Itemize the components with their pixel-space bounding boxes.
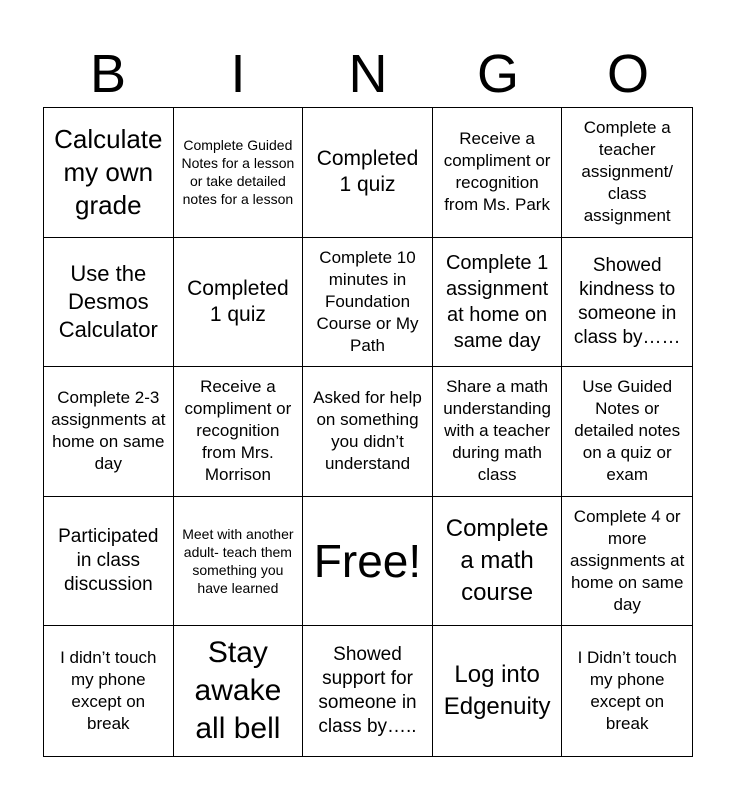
- cell-text: Complete 4 or more assignments at home on same day: [570, 507, 685, 615]
- free-space-text: Free!: [313, 535, 422, 588]
- bingo-cell[interactable]: [174, 626, 304, 756]
- bingo-cell[interactable]: [303, 238, 433, 368]
- cell-text: Share a math understanding with a teacher during math class: [443, 377, 551, 485]
- bingo-cell[interactable]: [562, 626, 692, 756]
- header-letter-n: N: [348, 44, 388, 104]
- bingo-cell[interactable]: [562, 497, 692, 627]
- cell-text: Completed 1 quiz: [316, 147, 419, 197]
- bingo-cell[interactable]: [44, 238, 174, 368]
- cell-text: Complete 1 assignment at home on same day: [445, 251, 549, 352]
- cell-text: Log into Edgenuity: [443, 661, 551, 721]
- bingo-cell[interactable]: [303, 108, 433, 238]
- cell-text: Complete a teacher assignment/ class assignment: [581, 118, 674, 226]
- cell-text: I didn’t touch my phone except on break: [60, 648, 157, 734]
- cell-text: Asked for help on something you didn’t understand: [313, 388, 422, 474]
- header-letter-g: G: [476, 44, 519, 104]
- cell-text: I Didn’t touch my phone except on break: [577, 648, 677, 734]
- cell-text: Showed kindness to someone in class by……: [573, 254, 681, 348]
- bingo-cell[interactable]: [44, 108, 174, 238]
- bingo-cell[interactable]: [44, 497, 174, 627]
- bingo-cell[interactable]: [174, 108, 304, 238]
- cell-text: Use the Desmos Calculator: [58, 260, 158, 342]
- bingo-cell[interactable]: [433, 497, 563, 627]
- header-letter-o: O: [606, 44, 649, 104]
- cell-text: Participated in class discussion: [58, 526, 159, 596]
- cell-text: Receive a compliment or recognition from Mrs. Morrison: [184, 377, 292, 485]
- cell-text: Meet with another adult- teach them something you have learned: [182, 526, 294, 597]
- bingo-cell[interactable]: [303, 626, 433, 756]
- bingo-cell[interactable]: [433, 626, 563, 756]
- bingo-header: [43, 40, 693, 108]
- bingo-cell[interactable]: [433, 367, 563, 497]
- bingo-cell[interactable]: [303, 367, 433, 497]
- bingo-cell[interactable]: [174, 497, 304, 627]
- header-letter-i: I: [230, 44, 246, 104]
- cell-text: Complete a math course: [445, 515, 549, 607]
- cell-text: Complete 10 minutes in Foundation Course or My Path: [316, 247, 419, 355]
- bingo-cell[interactable]: [433, 108, 563, 238]
- bingo-cell[interactable]: [44, 367, 174, 497]
- bingo-cell[interactable]: [44, 626, 174, 756]
- cell-text: Use Guided Notes or detailed notes on a quiz or exam: [574, 377, 681, 485]
- bingo-cell[interactable]: [562, 367, 692, 497]
- cell-text: Receive a compliment or recognition from Ms. Park: [443, 129, 551, 215]
- bingo-cell[interactable]: [562, 238, 692, 368]
- cell-text: Completed 1 quiz: [187, 276, 289, 326]
- cell-text: Stay awake all bell: [194, 636, 282, 746]
- cell-text: Complete Guided Notes for a lesson or take detailed notes for a lesson: [181, 137, 295, 208]
- cell-text: Showed support for someone in class by…..: [318, 644, 417, 738]
- bingo-cell[interactable]: [174, 238, 304, 368]
- bingo-board: [43, 107, 693, 757]
- cell-text: Calculate my own grade: [54, 123, 163, 220]
- bingo-cell[interactable]: [174, 367, 304, 497]
- bingo-cell[interactable]: [562, 108, 692, 238]
- bingo-cell[interactable]: [433, 238, 563, 368]
- free-space-cell[interactable]: [303, 497, 433, 627]
- header-letter-b: B: [89, 44, 127, 104]
- cell-text: Complete 2-3 assignments at home on same day: [51, 388, 166, 474]
